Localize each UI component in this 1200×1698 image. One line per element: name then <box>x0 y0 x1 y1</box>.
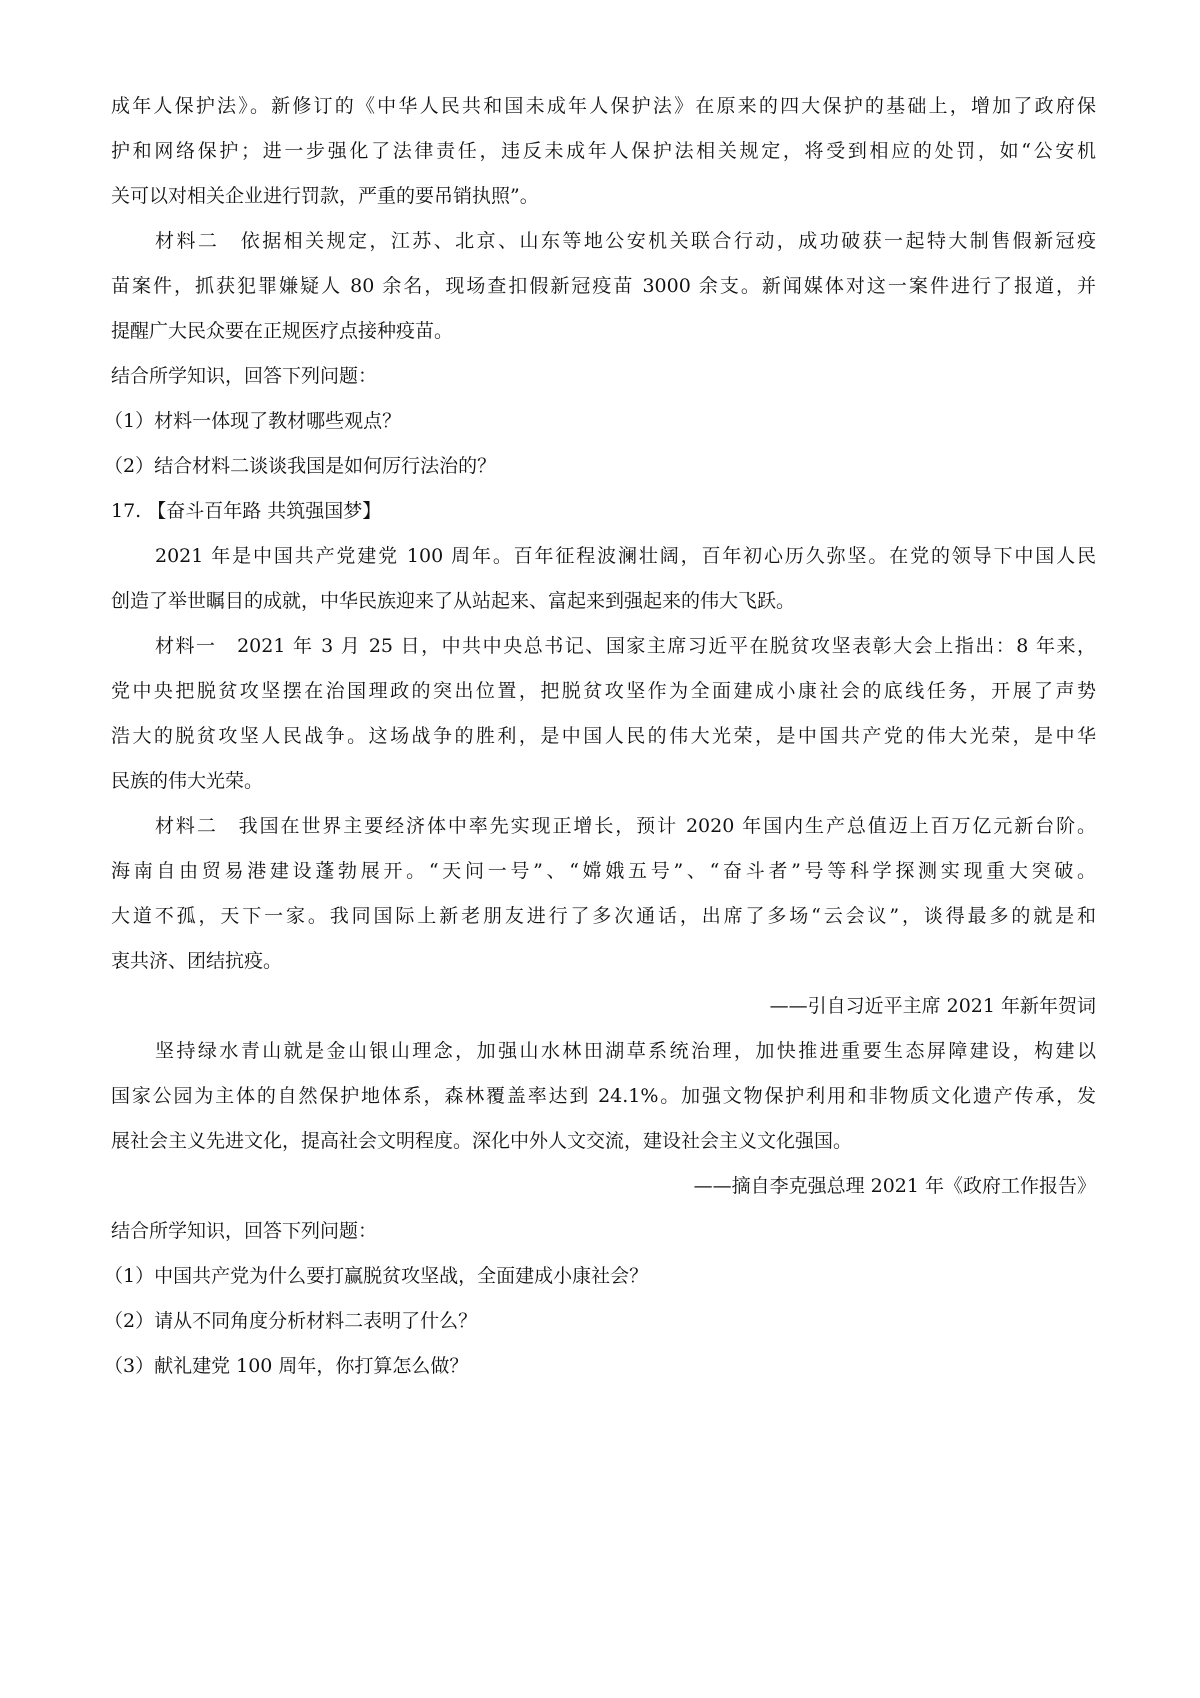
material-two-line: 提醒广大民众要在正规医疗点接种疫苗。 <box>111 320 454 342</box>
material-two-line: 材料二 我国在世界主要经济体中率先实现正增长，预计 2020 年国内生产总值迈上百万亿元新台阶。 <box>155 815 1096 837</box>
material-one-line: 民族的伟大光荣。 <box>111 770 264 792</box>
material-two-line: 衷共济、团结抗疫。 <box>111 950 283 972</box>
question-item: （2）请从不同角度分析材料二表明了什么？ <box>104 1310 478 1332</box>
source-citation: ——引自习近平主席 2021 年新年贺词 <box>769 995 1096 1017</box>
material-two-line: 材料二 依据相关规定，江苏、北京、山东等地公安机关联合行动，成功破获一起特大制售假新冠疫 <box>155 230 1096 252</box>
report-line: 国家公园为主体的自然保护地体系，森林覆盖率达到 24.1%。加强文物保护利用和非物质文化遗产传承，发 <box>111 1085 1096 1107</box>
material-one-line: 党中央把脱贫攻坚摆在治国理政的突出位置，把脱贫攻坚作为全面建成小康社会的底线任务，开展了声势 <box>111 680 1096 702</box>
section-heading: 17. 【奋斗百年路 共筑强国梦】 <box>111 500 382 522</box>
question-prompt: 结合所学知识，回答下列问题： <box>111 1220 378 1242</box>
material-two-line: 海南自由贸易港建设蓬勃展开。“天问一号”、“嫦娥五号”、“奋斗者”号等科学探测实现重大突破。 <box>111 860 1096 882</box>
paragraph-line: 护和网络保护；进一步强化了法律责任，违反未成年人保护法相关规定，将受到相应的处罚，如“公安机 <box>111 140 1096 162</box>
report-line: 展社会主义先进文化，提高社会文明程度。深化中外人文交流，建设社会主义文化强国。 <box>111 1130 853 1152</box>
material-one-line: 材料一 2021 年 3 月 25 日，中共中央总书记、国家主席习近平在脱贫攻坚表彰大会上指出：8 年来， <box>155 635 1096 657</box>
paragraph-line: 成年人保护法》。新修订的《中华人民共和国未成年人保护法》在原来的四大保护的基础上，增加了政府保 <box>111 95 1096 117</box>
report-line: 坚持绿水青山就是金山银山理念，加强山水林田湖草系统治理，加快推进重要生态屏障建设，构建以 <box>155 1040 1096 1062</box>
question-item: （2）结合材料二谈谈我国是如何厉行法治的？ <box>104 455 497 477</box>
source-citation: ——摘自李克强总理 2021 年《政府工作报告》 <box>693 1175 1096 1197</box>
question-item: （1）材料一体现了教材哪些观点？ <box>104 410 402 432</box>
question-prompt: 结合所学知识，回答下列问题： <box>111 365 378 387</box>
question-item: （3）献礼建党 100 周年，你打算怎么做？ <box>104 1355 469 1377</box>
paragraph-line: 关可以对相关企业进行罚款，严重的要吊销执照”。 <box>111 185 539 207</box>
material-one-line: 浩大的脱贫攻坚人民战争。这场战争的胜利，是中国人民的伟大光荣，是中国共产党的伟大光荣，是中华 <box>111 725 1096 747</box>
intro-line: 2021 年是中国共产党建党 100 周年。百年征程波澜壮阔，百年初心历久弥坚。在党的领导下中国人民 <box>155 545 1096 567</box>
material-two-line: 大道不孤，天下一家。我同国际上新老朋友进行了多次通话，出席了多场“云会议”，谈得最多的就是和 <box>111 905 1096 927</box>
material-two-line: 苗案件，抓获犯罪嫌疑人 80 余名，现场查扣假新冠疫苗 3000 余支。新闻媒体对这一案件进行了报道，并 <box>111 275 1096 297</box>
question-item: （1）中国共产党为什么要打赢脱贫攻坚战，全面建成小康社会？ <box>104 1265 649 1287</box>
intro-line: 创造了举世瞩目的成就，中华民族迎来了从站起来、富起来到强起来的伟大飞跃。 <box>111 590 796 612</box>
